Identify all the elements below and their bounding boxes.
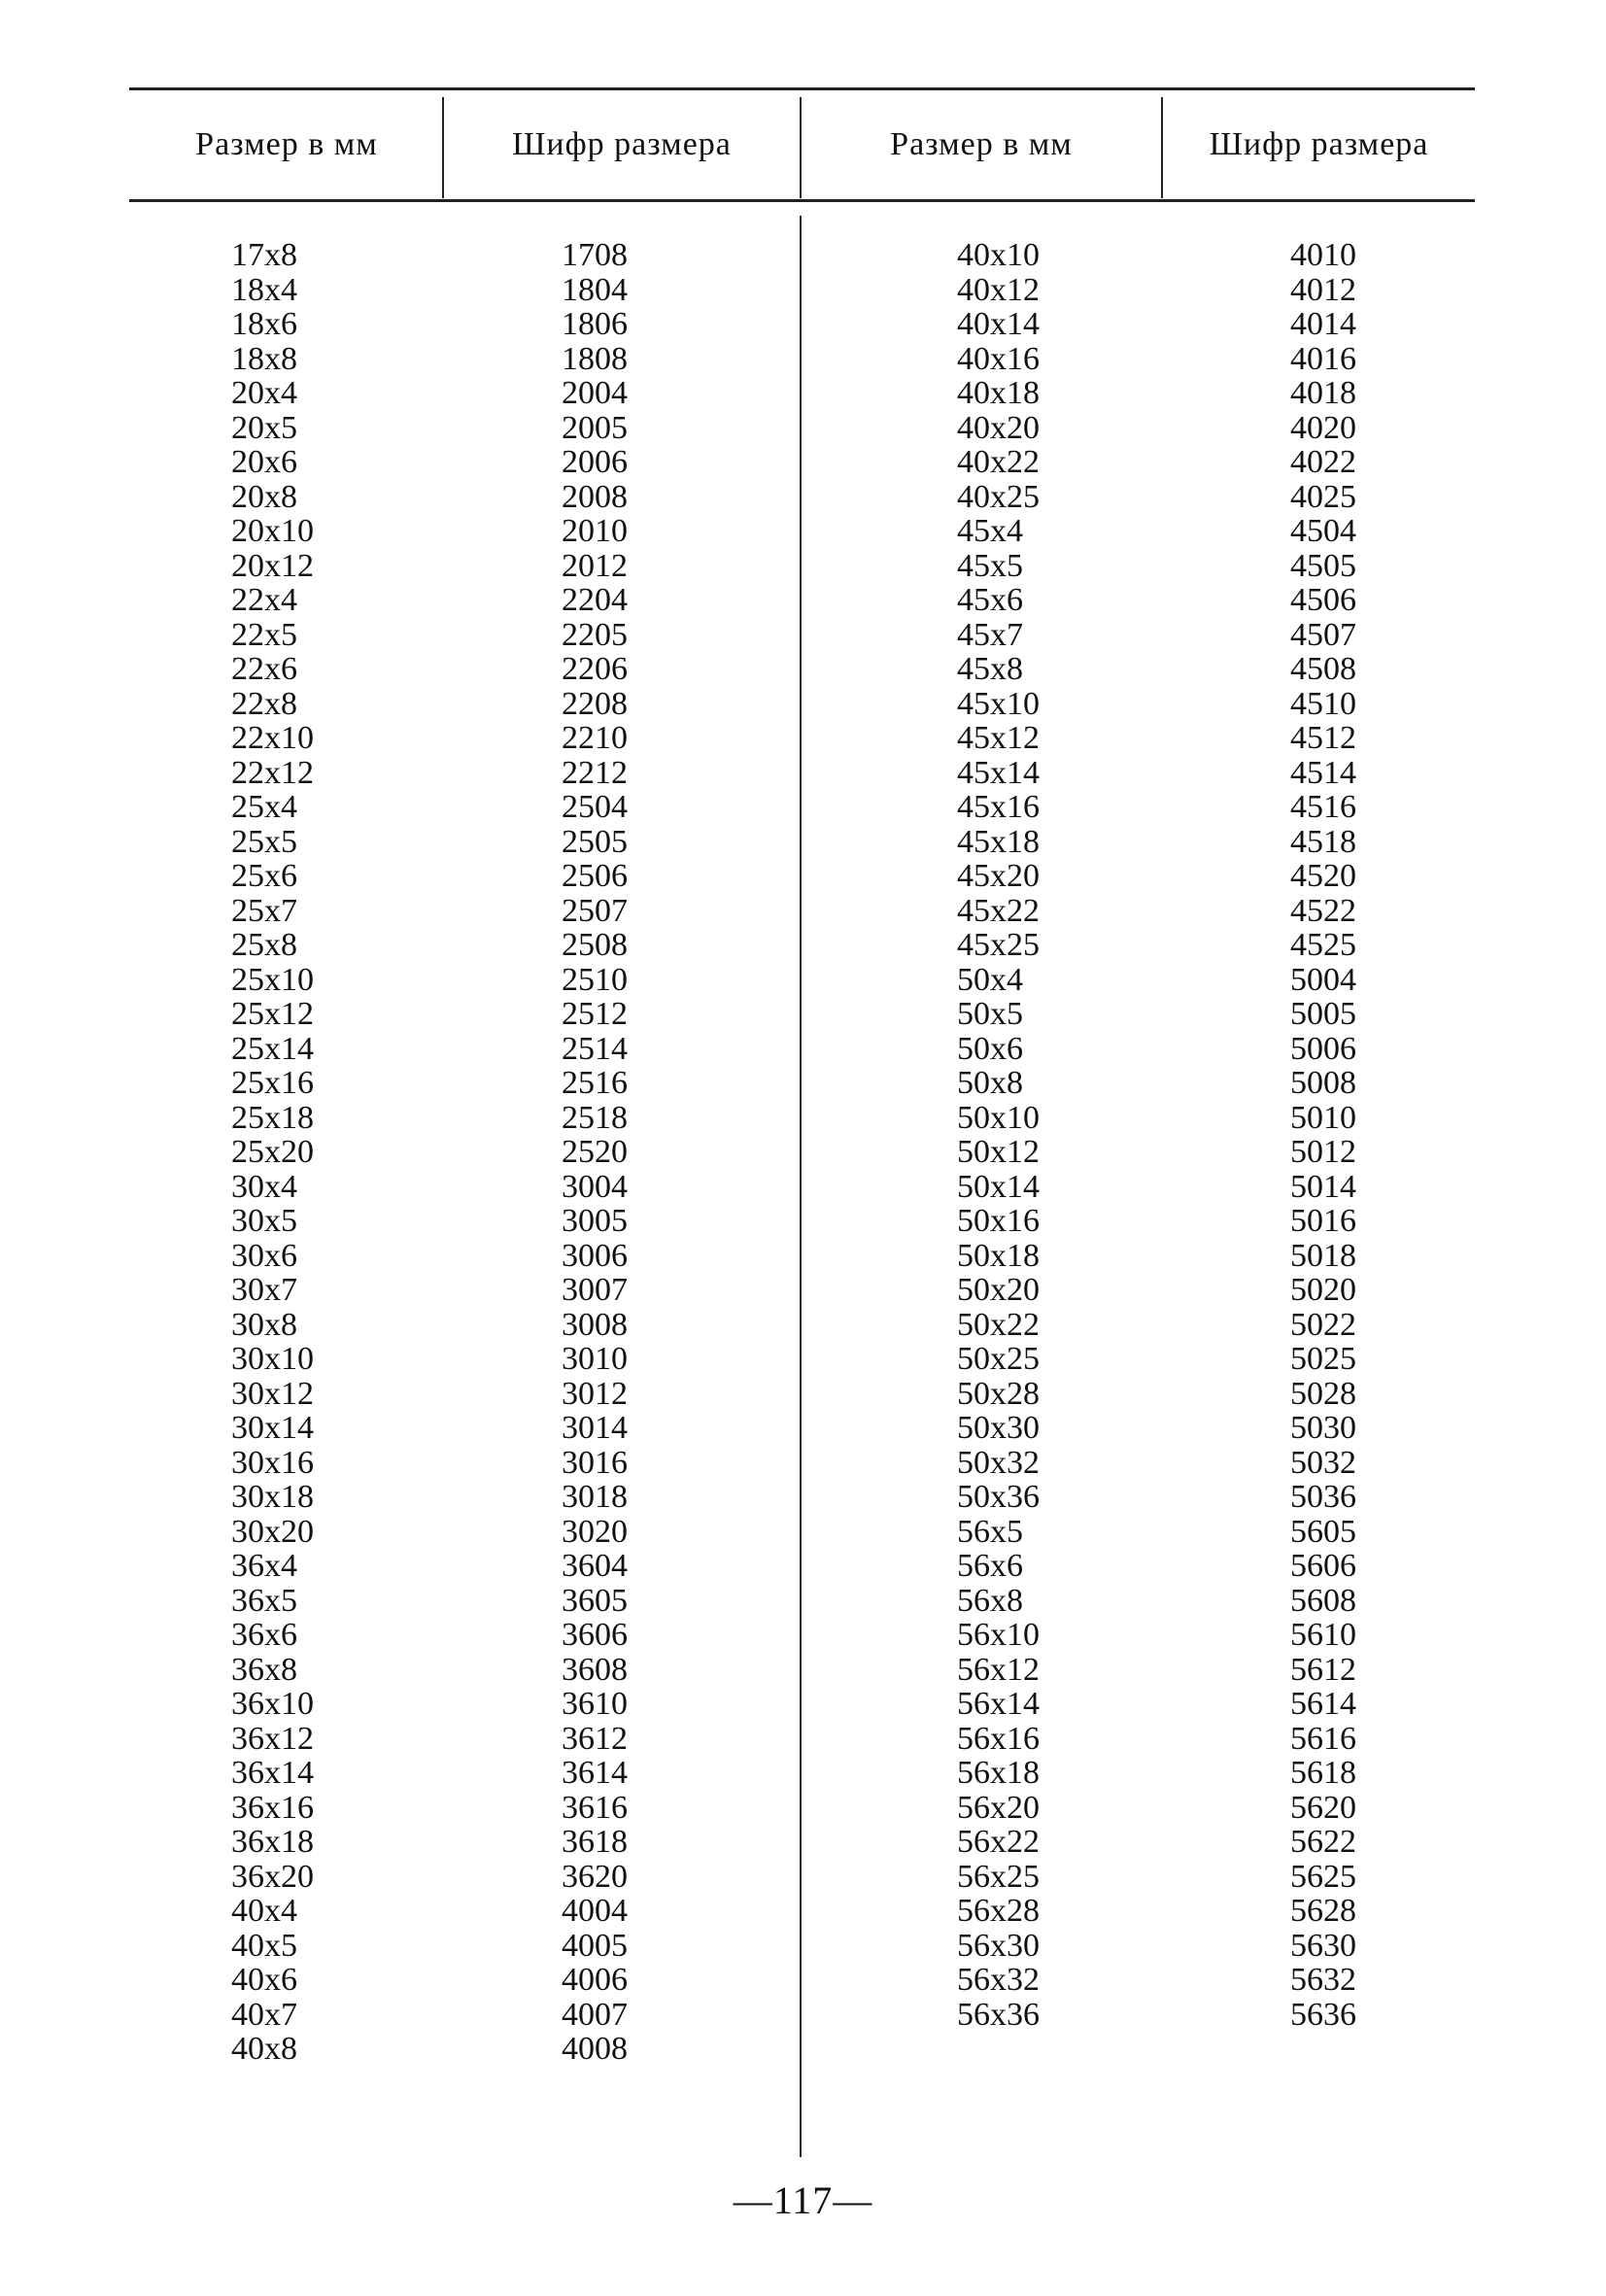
- size-cell: 40x8: [231, 2031, 297, 2067]
- header-code-right: Шифр размера: [1209, 126, 1429, 162]
- right-code-column: [1290, 238, 1356, 2032]
- code-cell: 4508: [1290, 651, 1356, 687]
- code-cell: 2004: [562, 375, 628, 411]
- size-cell: 40x4: [231, 1893, 297, 1929]
- code-cell: 2518: [562, 1099, 628, 1136]
- code-cell: 4518: [1290, 823, 1356, 860]
- code-cell: 3614: [562, 1755, 628, 1791]
- table-top-rule: [129, 87, 1475, 90]
- size-cell: 45x4: [957, 513, 1023, 549]
- code-cell: 2505: [562, 823, 628, 860]
- code-cell: 2010: [562, 513, 628, 549]
- size-cell: 30x7: [231, 1272, 297, 1308]
- code-cell: 2506: [562, 858, 628, 894]
- code-cell: 4016: [1290, 340, 1356, 377]
- code-cell: 5032: [1290, 1444, 1356, 1481]
- size-cell: 45x5: [957, 547, 1023, 584]
- code-cell: 3608: [562, 1651, 628, 1688]
- page-number: —117—: [733, 2178, 873, 2222]
- size-cell: 30x20: [231, 1513, 314, 1550]
- code-cell: 4008: [562, 2031, 628, 2067]
- code-cell: 3616: [562, 1789, 628, 1826]
- size-cell: 22x4: [231, 582, 297, 618]
- code-cell: 5018: [1290, 1237, 1356, 1274]
- code-cell: 5628: [1290, 1893, 1356, 1929]
- code-cell: 4506: [1290, 582, 1356, 618]
- code-cell: 1806: [562, 306, 628, 342]
- code-cell: 4510: [1290, 685, 1356, 722]
- size-cell: 56x12: [957, 1651, 1040, 1688]
- header-divider-3: [1161, 97, 1163, 198]
- size-cell: 56x36: [957, 1996, 1040, 2033]
- code-cell: 3007: [562, 1272, 628, 1308]
- code-cell: 3020: [562, 1513, 628, 1550]
- size-cell: 56x25: [957, 1858, 1040, 1895]
- size-cell: 40x18: [957, 375, 1040, 411]
- size-cell: 18x4: [231, 271, 297, 308]
- header-divider-1: [442, 97, 444, 198]
- size-cell: 30x10: [231, 1341, 314, 1377]
- code-cell: 5012: [1290, 1134, 1356, 1170]
- size-cell: 40x10: [957, 237, 1040, 273]
- size-cell: 50x25: [957, 1341, 1040, 1377]
- size-cell: 20x8: [231, 478, 297, 515]
- size-cell: 45x12: [957, 720, 1040, 756]
- code-cell: 3012: [562, 1375, 628, 1412]
- code-cell: 4505: [1290, 547, 1356, 584]
- size-cell: 17x8: [231, 237, 297, 273]
- code-cell: 4007: [562, 1996, 628, 2033]
- code-cell: 5608: [1290, 1582, 1356, 1619]
- size-cell: 36x20: [231, 1858, 314, 1895]
- code-cell: 5008: [1290, 1065, 1356, 1101]
- size-cell: 40x12: [957, 271, 1040, 308]
- size-cell: 56x28: [957, 1893, 1040, 1929]
- code-cell: 2516: [562, 1065, 628, 1101]
- size-cell: 56x22: [957, 1824, 1040, 1860]
- code-cell: 5612: [1290, 1651, 1356, 1688]
- size-cell: 36x16: [231, 1789, 314, 1826]
- size-cell: 40x5: [231, 1927, 297, 1964]
- code-cell: 4014: [1290, 306, 1356, 342]
- code-cell: 4022: [1290, 444, 1356, 480]
- size-cell: 56x6: [957, 1548, 1023, 1584]
- size-cell: 45x8: [957, 651, 1023, 687]
- size-cell: 40x16: [957, 340, 1040, 377]
- code-cell: 3018: [562, 1479, 628, 1515]
- code-cell: 2514: [562, 1030, 628, 1067]
- code-cell: 5025: [1290, 1341, 1356, 1377]
- code-cell: 4512: [1290, 720, 1356, 756]
- code-cell: 2005: [562, 409, 628, 446]
- size-cell: 22x8: [231, 685, 297, 722]
- code-cell: 1708: [562, 237, 628, 273]
- size-cell: 25x16: [231, 1065, 314, 1101]
- size-cell: 25x20: [231, 1134, 314, 1170]
- code-cell: 3605: [562, 1582, 628, 1619]
- size-cell: 22x6: [231, 651, 297, 687]
- size-cell: 50x28: [957, 1375, 1040, 1412]
- column-group-divider: [800, 216, 802, 2157]
- code-cell: 5605: [1290, 1513, 1356, 1550]
- size-cell: 25x8: [231, 927, 297, 963]
- size-cell: 50x16: [957, 1203, 1040, 1239]
- code-cell: 4516: [1290, 789, 1356, 825]
- size-cell: 25x10: [231, 961, 314, 998]
- size-cell: 56x10: [957, 1617, 1040, 1653]
- size-cell: 20x10: [231, 513, 314, 549]
- code-cell: 5636: [1290, 1996, 1356, 2033]
- code-cell: 2210: [562, 720, 628, 756]
- size-cell: 36x8: [231, 1651, 297, 1688]
- size-cell: 50x12: [957, 1134, 1040, 1170]
- size-cell: 40x7: [231, 1996, 297, 2033]
- header-size-mm-left: Размер в мм: [195, 126, 378, 162]
- size-cell: 25x6: [231, 858, 297, 894]
- size-cell: 50x18: [957, 1237, 1040, 1274]
- size-cell: 56x30: [957, 1927, 1040, 1964]
- code-cell: 5625: [1290, 1858, 1356, 1895]
- size-cell: 30x8: [231, 1306, 297, 1343]
- size-cell: 18x6: [231, 306, 297, 342]
- size-cell: 25x4: [231, 789, 297, 825]
- code-cell: 5620: [1290, 1789, 1356, 1826]
- size-cell: 50x20: [957, 1272, 1040, 1308]
- size-cell: 45x14: [957, 754, 1040, 791]
- code-cell: 5016: [1290, 1203, 1356, 1239]
- code-cell: 3004: [562, 1168, 628, 1205]
- size-cell: 50x4: [957, 961, 1023, 998]
- size-cell: 50x36: [957, 1479, 1040, 1515]
- code-cell: 5028: [1290, 1375, 1356, 1412]
- size-cell: 20x12: [231, 547, 314, 584]
- code-cell: 4514: [1290, 754, 1356, 791]
- code-cell: 5006: [1290, 1030, 1356, 1067]
- code-cell: 5004: [1290, 961, 1356, 998]
- code-cell: 2205: [562, 616, 628, 653]
- left-size-column: [231, 238, 314, 2067]
- code-cell: 4520: [1290, 858, 1356, 894]
- code-cell: 5618: [1290, 1755, 1356, 1791]
- size-cell: 36x18: [231, 1824, 314, 1860]
- size-cell: 50x32: [957, 1444, 1040, 1481]
- code-cell: 2508: [562, 927, 628, 963]
- code-cell: 1804: [562, 271, 628, 308]
- code-cell: 4004: [562, 1893, 628, 1929]
- code-cell: 2512: [562, 996, 628, 1032]
- size-cell: 56x32: [957, 1962, 1040, 1998]
- code-cell: 5606: [1290, 1548, 1356, 1584]
- size-cell: 40x20: [957, 409, 1040, 446]
- size-cell: 20x5: [231, 409, 297, 446]
- size-cell: 36x10: [231, 1686, 314, 1722]
- code-cell: 2520: [562, 1134, 628, 1170]
- size-cell: 56x18: [957, 1755, 1040, 1791]
- code-cell: 3006: [562, 1237, 628, 1274]
- size-cell: 30x14: [231, 1410, 314, 1446]
- code-cell: 5014: [1290, 1168, 1356, 1205]
- code-cell: 4018: [1290, 375, 1356, 411]
- header-code-left: Шифр размера: [512, 126, 732, 162]
- code-cell: 5036: [1290, 1479, 1356, 1515]
- code-cell: 3005: [562, 1203, 628, 1239]
- size-cell: 45x16: [957, 789, 1040, 825]
- size-cell: 30x4: [231, 1168, 297, 1205]
- code-cell: 5616: [1290, 1720, 1356, 1757]
- size-cell: 45x25: [957, 927, 1040, 963]
- size-cell: 50x5: [957, 996, 1023, 1032]
- code-cell: 3612: [562, 1720, 628, 1757]
- code-cell: 5030: [1290, 1410, 1356, 1446]
- code-cell: 5610: [1290, 1617, 1356, 1653]
- code-cell: 4522: [1290, 892, 1356, 929]
- size-cell: 22x12: [231, 754, 314, 791]
- size-cell: 30x18: [231, 1479, 314, 1515]
- code-cell: 3604: [562, 1548, 628, 1584]
- size-cell: 40x6: [231, 1962, 297, 1998]
- code-cell: 3618: [562, 1824, 628, 1860]
- code-cell: 4010: [1290, 237, 1356, 273]
- code-cell: 3008: [562, 1306, 628, 1343]
- code-cell: 4020: [1290, 409, 1356, 446]
- code-cell: 4006: [562, 1962, 628, 1998]
- size-cell: 50x6: [957, 1030, 1023, 1067]
- size-cell: 30x16: [231, 1444, 314, 1481]
- size-cell: 40x22: [957, 444, 1040, 480]
- code-cell: 2206: [562, 651, 628, 687]
- size-cell: 22x10: [231, 720, 314, 756]
- size-cell: 50x14: [957, 1168, 1040, 1205]
- header-divider-2: [800, 97, 802, 198]
- size-cell: 50x30: [957, 1410, 1040, 1446]
- size-cell: 56x8: [957, 1582, 1023, 1619]
- code-cell: 4507: [1290, 616, 1356, 653]
- size-cell: 30x5: [231, 1203, 297, 1239]
- size-cell: 56x5: [957, 1513, 1023, 1550]
- size-cell: 45x18: [957, 823, 1040, 860]
- size-cell: 36x12: [231, 1720, 314, 1757]
- code-cell: 4025: [1290, 478, 1356, 515]
- size-cell: 56x16: [957, 1720, 1040, 1757]
- size-cell: 36x4: [231, 1548, 297, 1584]
- code-cell: 2510: [562, 961, 628, 998]
- code-cell: 3010: [562, 1341, 628, 1377]
- header-size-mm-right: Размер в мм: [890, 126, 1073, 162]
- size-cell: 45x6: [957, 582, 1023, 618]
- size-cell: 30x12: [231, 1375, 314, 1412]
- code-cell: 2008: [562, 478, 628, 515]
- size-cell: 40x14: [957, 306, 1040, 342]
- code-cell: 3014: [562, 1410, 628, 1446]
- code-cell: 5020: [1290, 1272, 1356, 1308]
- size-cell: 25x18: [231, 1099, 314, 1136]
- size-cell: 25x12: [231, 996, 314, 1032]
- code-cell: 2012: [562, 547, 628, 584]
- code-cell: 5614: [1290, 1686, 1356, 1722]
- size-cell: 25x7: [231, 892, 297, 929]
- code-cell: 2212: [562, 754, 628, 791]
- left-code-column: [562, 238, 628, 2067]
- code-cell: 5022: [1290, 1306, 1356, 1343]
- size-cell: 36x14: [231, 1755, 314, 1791]
- code-cell: 5010: [1290, 1099, 1356, 1136]
- code-cell: 5005: [1290, 996, 1356, 1032]
- header-bottom-rule: [129, 199, 1475, 202]
- code-cell: 4005: [562, 1927, 628, 1964]
- size-cell: 45x10: [957, 685, 1040, 722]
- size-cell: 56x20: [957, 1789, 1040, 1826]
- code-cell: 3016: [562, 1444, 628, 1481]
- size-cell: 50x8: [957, 1065, 1023, 1101]
- size-cell: 56x14: [957, 1686, 1040, 1722]
- code-cell: 5632: [1290, 1962, 1356, 1998]
- right-size-column: [957, 238, 1040, 2032]
- size-cell: 45x22: [957, 892, 1040, 929]
- code-cell: 5630: [1290, 1927, 1356, 1964]
- code-cell: 3620: [562, 1858, 628, 1895]
- code-cell: 2504: [562, 789, 628, 825]
- size-cell: 40x25: [957, 478, 1040, 515]
- code-cell: 5622: [1290, 1824, 1356, 1860]
- size-cell: 50x10: [957, 1099, 1040, 1136]
- code-cell: 2204: [562, 582, 628, 618]
- code-cell: 2208: [562, 685, 628, 722]
- size-cell: 45x7: [957, 616, 1023, 653]
- size-cell: 22x5: [231, 616, 297, 653]
- code-cell: 4525: [1290, 927, 1356, 963]
- code-cell: 2006: [562, 444, 628, 480]
- size-cell: 30x6: [231, 1237, 297, 1274]
- size-cell: 20x4: [231, 375, 297, 411]
- code-cell: 4012: [1290, 271, 1356, 308]
- size-cell: 25x5: [231, 823, 297, 860]
- code-cell: 3606: [562, 1617, 628, 1653]
- size-cell: 45x20: [957, 858, 1040, 894]
- code-cell: 3610: [562, 1686, 628, 1722]
- size-cell: 18x8: [231, 340, 297, 377]
- code-cell: 1808: [562, 340, 628, 377]
- code-cell: 4504: [1290, 513, 1356, 549]
- size-cell: 50x22: [957, 1306, 1040, 1343]
- size-cell: 20x6: [231, 444, 297, 480]
- code-cell: 2507: [562, 892, 628, 929]
- size-cell: 36x6: [231, 1617, 297, 1653]
- size-cell: 25x14: [231, 1030, 314, 1067]
- size-cell: 36x5: [231, 1582, 297, 1619]
